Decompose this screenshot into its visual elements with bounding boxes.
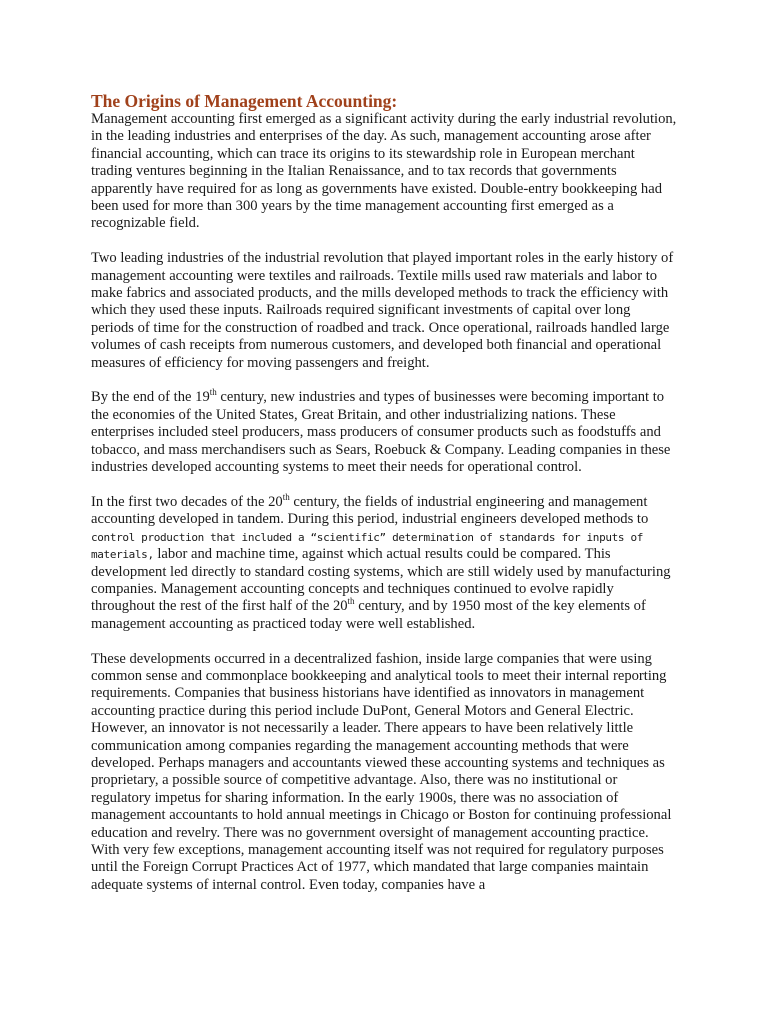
superscript-th: th: [347, 596, 355, 607]
page-title: The Origins of Management Accounting:: [91, 91, 398, 111]
paragraph-5: These developments occurred in a decentralized fashion, inside large companies that were using common sense and commonplace bookkeeping and analytical tools to meet their internal reporting requirements. Companies that business historians have identified as innovators in management accounting practice during this period include DuPont, General Motors and General Electric. However, an innovator is not necessarily a leader. There appears to have been relatively little communication among companies regarding the management accounting methods that were developed. Perhaps managers and accountants viewed these accounting systems and techniques as proprietary, a possible source of competitive advantage. Also, there was no institutional or regulatory impetus for sharing information. In the early 1900s, there was no association of management accountants to hold annual meetings in Chicago or Boston for continuing professional education and revelry. There was no government oversight of management accounting practice. With very few exceptions, management accounting itself was not required for regulatory purposes until the Foreign Corrupt Practices Act of 1977, which mandated that large companies maintain adequate systems of internal control. Even today, companies have a: [91, 650, 672, 893]
superscript-th: th: [209, 387, 217, 398]
paragraph-4-mono-text: control production that included a “scientific” determination of standards for inputs of materials,: [91, 530, 643, 562]
superscript-th: th: [282, 491, 290, 502]
paragraph-4: [91, 491, 677, 633]
paragraph-1: Management accounting first emerged as a significant activity during the early industrial revolution, in the leading industries and enterprises of the day. As such, management accounting arose after financial accounting, which can trace its origins to its stewardship role in European merchant trading ventures beginning in the Italian Renaissance, and to tax records that governments apparently have required for as long as governments have existed. Double-entry bookkeeping had been used for more than 300 years by the time management accounting first emerged as a recognizable field.: [91, 111, 677, 232]
paragraph-3: [91, 389, 677, 476]
paragraph-3-text-a: By the end of the 19: [91, 389, 210, 406]
paragraph-4-text-b: century, the fields of industrial engineering and management accounting developed in tandem. During this period, industrial engineers developed methods to: [91, 493, 649, 528]
paragraph-4-text-d: century, and by 1950 most of the key elements of management accounting as practiced today were well established.: [91, 598, 646, 632]
paragraph-2: Two leading industries of the industrial revolution that played important roles in the early history of management accounting were textiles and railroads. Textile mills used raw materials and labor to make fabrics and associated products, and the mills developed methods to track the efficiency with which they used these inputs. Railroads required significant investments of capital over long periods of time for the construction of roadbed and track. Once operational, railroads handled large volumes of cash receipts from numerous customers, and developed both financial and operational measures of efficiency for moving passengers and freight.: [91, 250, 674, 371]
paragraph-4-text-a: In the first two decades of the 20: [91, 493, 283, 510]
document-page: [91, 91, 677, 912]
paragraph-3-text-b: century, new industries and types of businesses were becoming important to the economies of the United States, Great Britain, and other industrializing nations. These enterprises included steel producers, mass producers of consumer products such as foodstuffs and tobacco, and mass merchandisers such as Sears, Roebuck & Company. Leading companies in these industries developed accounting systems to meet their needs for operational control.: [91, 389, 671, 476]
paragraph-4-text-c: labor and machine time, against which actual results could be compared. This development led directly to standard costing systems, which are still widely used by manufacturing companies. Management accounting concepts and techniques continued to evolve rapidly throughout the rest of the first half of the 20: [91, 546, 671, 615]
